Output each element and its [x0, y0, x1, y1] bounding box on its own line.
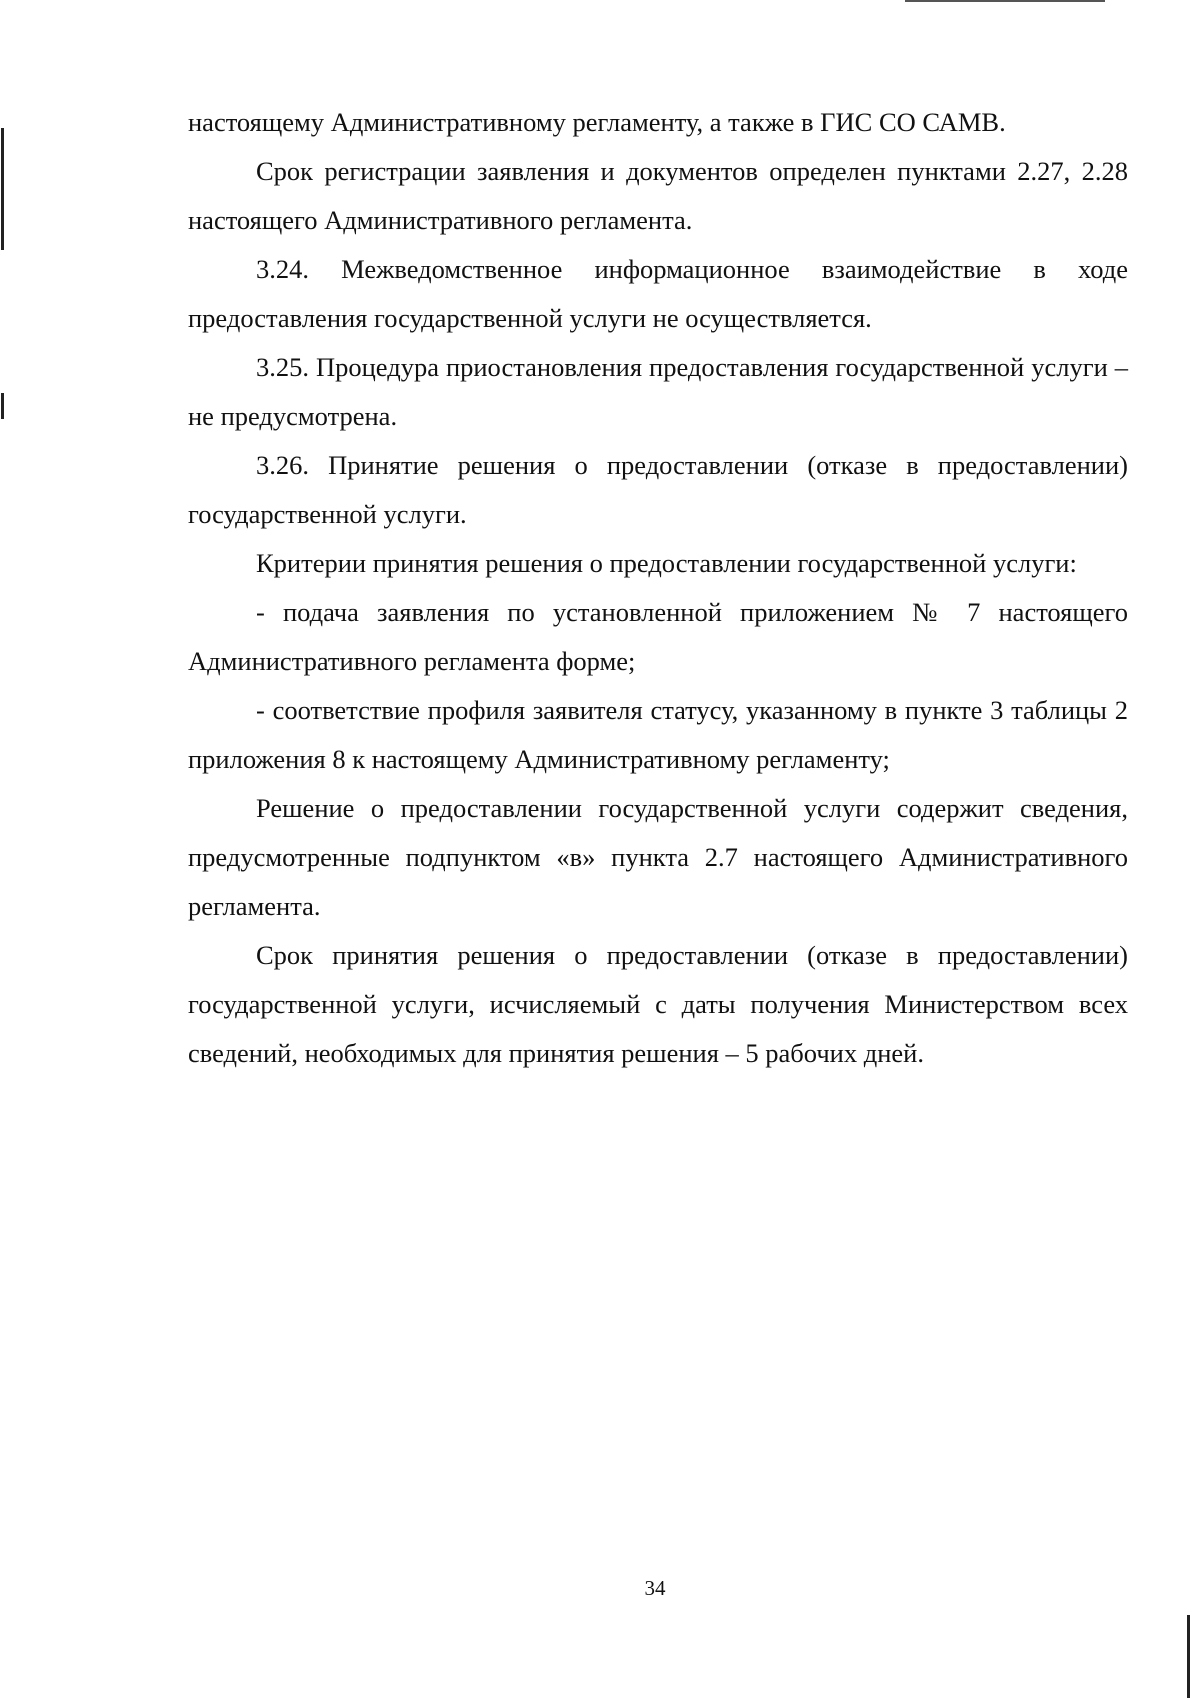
paragraph-criteria: Критерии принятия решения о предоставлении государственной услуги:	[256, 548, 1077, 578]
paragraph-3-24: 3.24. Межведомственное информационное взаимодействие в ходе предоставления государственной услуги не осуществляется.	[188, 254, 1128, 333]
document-body	[188, 98, 1128, 1078]
scan-artifact-right	[1187, 1615, 1190, 1698]
list-item-criterion-1: - подача заявления по установленной приложением № 7 настоящего Административного регламента форме;	[188, 597, 1128, 676]
paragraph-decision-term: Срок принятия решения о предоставлении (отказе в предоставлении) государственной услуги, исчисляемый с даты получения Министерством всех сведений, необходимых для принятия решения – 5 рабочих дней.	[188, 940, 1128, 1068]
scan-artifact-left-small	[1, 393, 4, 419]
scan-artifact-top	[905, 0, 1105, 2]
paragraph-decision-content: Решение о предоставлении государственной услуги содержит сведения, предусмотренные подпунктом «в» пункта 2.7 настоящего Административного регламента.	[188, 793, 1128, 921]
paragraph-3-25: 3.25. Процедура приостановления предоставления государственной услуги – не предусмотрена.	[188, 352, 1128, 431]
list-item-criterion-2: - соответствие профиля заявителя статусу, указанному в пункте 3 таблицы 2 приложения 8 к настоящему Административному регламенту;	[188, 695, 1128, 774]
paragraph-registration-term: Срок регистрации заявления и документов определен пунктами 2.27, 2.28 настоящего Административного регламента.	[188, 156, 1128, 235]
page-number: 34	[644, 1576, 666, 1600]
paragraph-3-26: 3.26. Принятие решения о предоставлении (отказе в предоставлении) государственной услуги.	[188, 450, 1128, 529]
scan-artifact-left	[1, 128, 4, 250]
paragraph-continuation: настоящему Административному регламенту, а также в ГИС СО САМВ.	[188, 107, 1006, 137]
